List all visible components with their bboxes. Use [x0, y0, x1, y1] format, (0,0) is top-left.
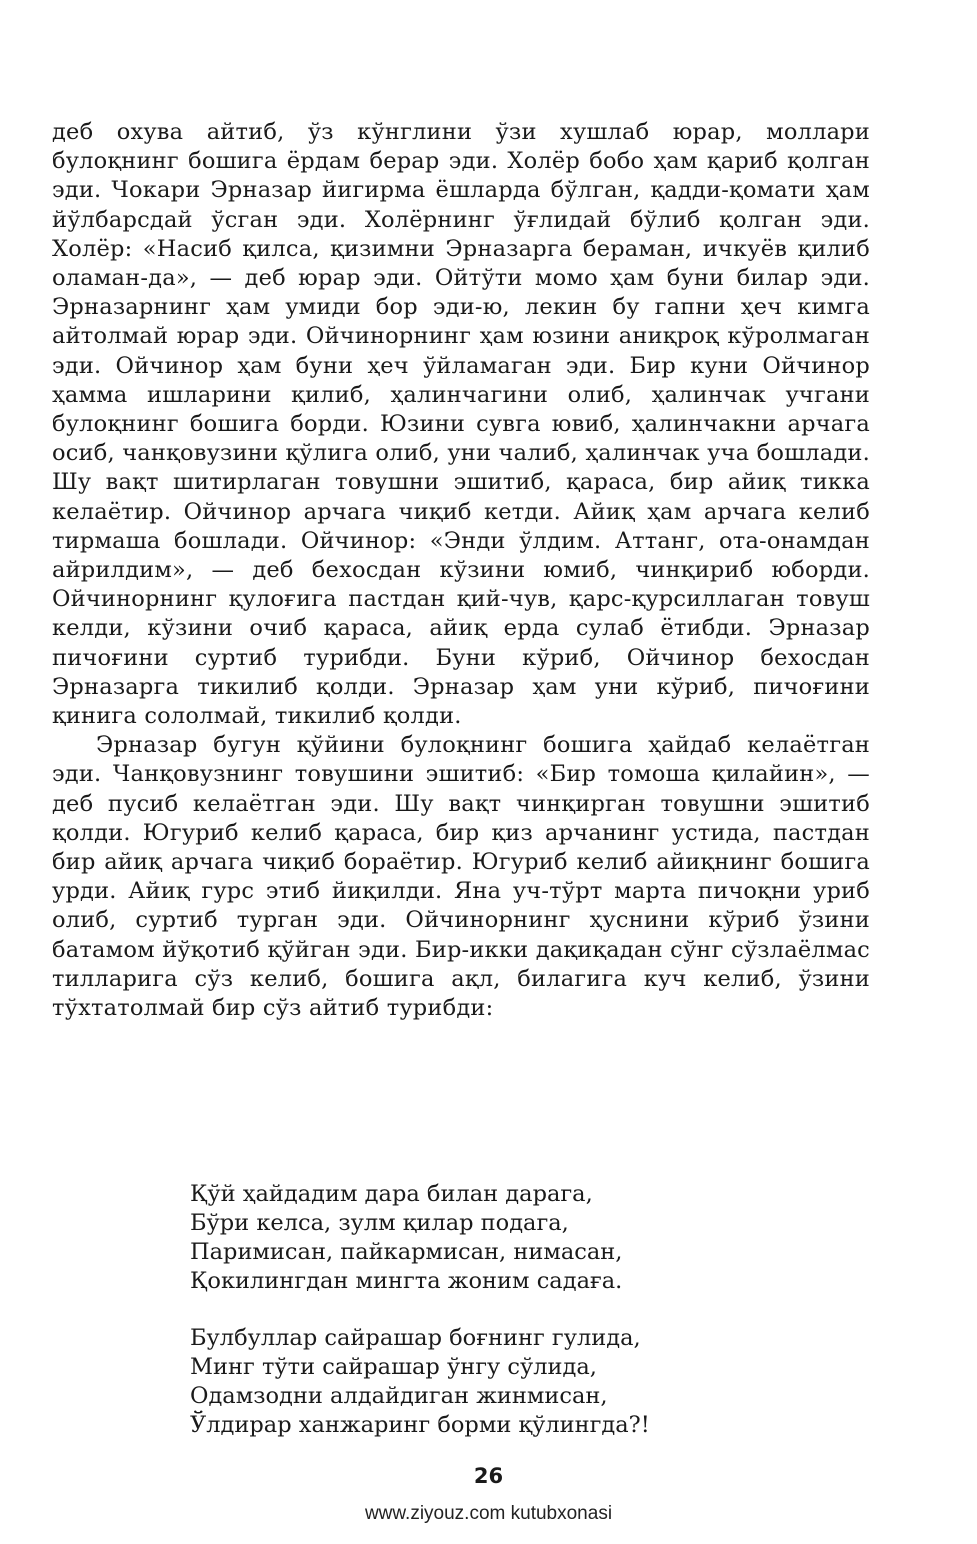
poem-stanza-2 [190, 1324, 830, 1440]
footer-watermark: www.ziyouz.com kutubxonasi [364, 1503, 613, 1524]
paragraph-2: Эрназар бугун қўйини булоқнинг бошига ҳайдаб келаётган эди. Чанқовузнинг товушини эшитиб: «Бир томоша қилайин», — деб пусиб келаётган эди. Шу вақт чинқирган товушни эшитиб қолди. Югуриб келиб қараса, бир қиз арчанинг устида, пастдан бир айиқ арчага чиқиб бораётир. Югуриб келиб айиқнинг бошига урди. Айиқ гурс этиб йиқилди. Яна уч-тўрт марта пичоқни уриб олиб, суртиб турган эди. Ойчинорнинг ҳуснини кўриб ўзини батамом йўқотиб қўйган эди. Бир-икки дақиқадан сўнг сўзлаёлмас тилларига сўз келиб, бошига ақл, билагига куч келиб, ўзини тўхтатолмай бир сўз айтиб турибди: [52, 732, 870, 1022]
poem-line: Одамзодни алдайдиган жинмисан, [190, 1383, 608, 1409]
poem [190, 1180, 830, 1468]
poem-line: Қокилингдан мингта жоним садаға. [190, 1268, 623, 1294]
prose-text [52, 118, 870, 1023]
poem-line: Қўй ҳайдадим дара билан дарага, [190, 1181, 593, 1207]
poem-line: Паримисан, пайкармисан, нимасан, [190, 1239, 623, 1265]
poem-line: Бўри келса, зулм қилар подага, [190, 1210, 569, 1236]
paragraph-1: деб охува айтиб, ўз кўнглини ўзи хушлаб юрар, моллари булоқнинг бошига ёрдам берар эди. Холёр бобо ҳам қариб қолган эди. Чокари Эрназар йигирма ёшларда бўлган, қадди-қомати ҳам йўлбарсдай ўсган эди. Холёрнинг ўғлидай бўлиб қолган эди. Холёр: «Насиб қилса, қизимни Эрназарга бераман, ичкуёв қилиб оламан-да», — деб юрар эди. Ойтўти момо ҳам буни билар эди. Эрназарнинг ҳам умиди бор эди-ю, лекин бу гапни ҳеч кимга айтолмай юрар эди. Ойчинорнинг ҳам юзини аниқроқ кўролмаган эди. Ойчинор ҳам буни ҳеч ўйламаган эди. Бир куни Ойчинор ҳамма ишларини қилиб, ҳалинчагини олиб, ҳалинчак учгани булоқнинг бошига борди. Юзини сувга ювиб, ҳалинчакни арчага осиб, чанқовузини қўлига олиб, уни чалиб, ҳалинчак уча бошлади. Шу вақт шитирлаган товушни эшитиб, қараса, бир айиқ тикка келаётир. Ойчинор арчага чиқиб кетди. Айиқ ҳам арчага келиб тирмаша бошлади. Ойчинор: «Энди ўлдим. Аттанг, ота-онамдан айрилдим», — деб бехосдан кўзини юмиб, чинқириб юборди. Ойчинорнинг қулоғига пастдан қий-чув, қарс-қурсиллаган товуш келди, кўзини очиб қараса, айиқ ерда сулаб ётибди. Эрназар пичоғини суртиб турибди. Буни кўриб, Ойчинор бехосдан Эрназарга тикилиб қолди. Эрназар ҳам уни кўриб, пичоғини қинига сололмай, тикилиб қолди. [52, 119, 870, 730]
page-number: 26 [473, 1464, 504, 1488]
poem-line: Минг тўти сайрашар ўнгу сўлида, [190, 1354, 597, 1380]
poem-line: Ўлдирар ханжаринг борми қўлингда?! [190, 1412, 650, 1438]
poem-line: Булбуллар сайрашар боғнинг гулида, [190, 1325, 641, 1351]
poem-stanza-1 [190, 1180, 830, 1296]
